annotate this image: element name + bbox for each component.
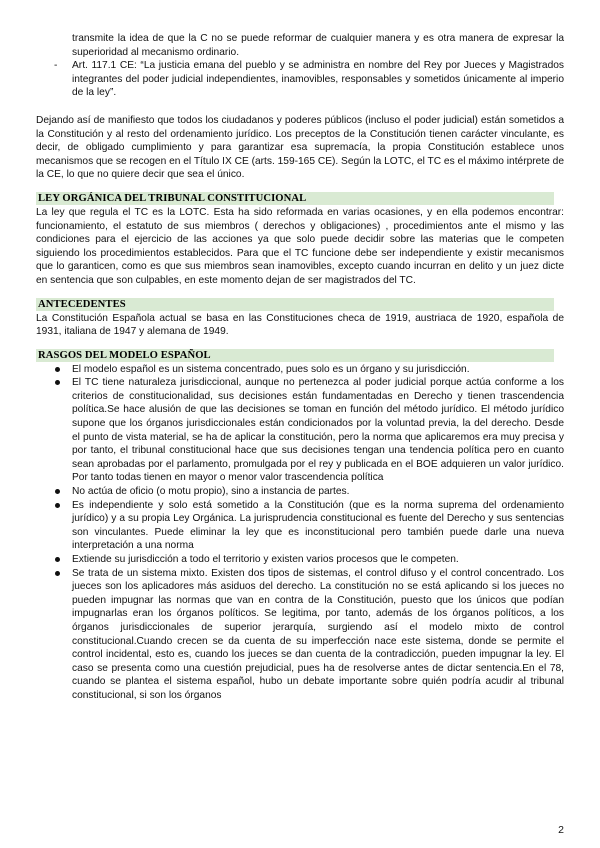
- rasgos-bullet-list: [36, 363, 564, 703]
- intro-paragraph: Dejando así de manifiesto que todos los ciudadanos y poderes públicos (incluso el poder judicial) están sometidos a la Constitución y al resto del ordenamiento jurídico. Los preceptos de la Constitución tienen carácter vinculante, es decir, de obligado cumplimiento y para garantizar esa supremacía, la propia Constitución establece unos mecanismos que se recogen en el Título IX CE (arts. 159-165 CE). Según la LOTC, el TC es el máximo intérprete de la CE, lo que no quiere decir que sea el único.: [36, 114, 564, 181]
- bullet-item: El TC tiene naturaleza jurisdiccional, aunque no pertenezca al poder judicial porque actúa conforme a los criterios de constitucionalidad, sus decisiones están fundamentadas en Derecho y tienen trascendencia política.Se hace alusión de que las decisiones se toman en función del método jurídico. El método jurídico supone que los órganos jurisdiccionales están condicionados por la voluntad previa, la del derecho. Desde el punto de vista material, se ha de aplicar la constitución, pero la norma que aplicaremos era muy precisa y por tanto, el tribunal constitucional hace que sus decisiones tengan una tendencia política pero en cuanto sean aprobadas por el parlamento, promulgada por el rey y publicada en el BOE adquieren un valor jurídico. Por tanto todas tienen en mayor o menor valor trascendencia política: [36, 376, 564, 485]
- bullet-item: El modelo español es un sistema concentrado, pues solo es un órgano y su jurisdicción.: [36, 363, 564, 377]
- section-paragraph-antecedentes: La Constitución Española actual se basa en las Constituciones checa de 1919, austriaca de 1920, española de 1931, italiana de 1947 y alemana de 1949.: [36, 312, 564, 338]
- bullet-item: Es independiente y solo está sometido a la Constitución (que es la norma suprema del ordenamiento jurídico) y a su propia Ley Orgánica. La jurisprudencia constitucional es fuente del Derecho y sus sentencias son vinculantes. Puede eliminar la ley que es inconstitucional pero también puede darle una nueva interpretación a una norma: [36, 499, 564, 553]
- section-heading-lotc: LEY ORGÁNICA DEL TRIBUNAL CONSTITUCIONAL: [36, 192, 554, 205]
- section-heading-rasgos: RASGOS DEL MODELO ESPAÑOL: [36, 349, 554, 362]
- dash-list: [36, 59, 564, 100]
- bullet-item: No actúa de oficio (o motu propio), sino a instancia de partes.: [36, 485, 564, 499]
- page-number: 2: [558, 824, 564, 836]
- page-content: [36, 32, 564, 703]
- section-heading-antecedentes: ANTECEDENTES: [36, 298, 554, 311]
- bullet-item: Extiende su jurisdicción a todo el territorio y existen varios procesos que le competen.: [36, 553, 564, 567]
- section-paragraph-lotc: La ley que regula el TC es la LOTC. Esta ha sido reformada en varias ocasiones, y en ella podemos encontrar: funcionamiento, el estatuto de sus miembros ( derechos y obligaciones) , procedimientos ante el mismo y las condiciones para el ejercicio de las acciones ya que solo puede decidir sobre las materias que le competen siguiendo los procedimientos establecidos. Para que el TC funcione debe ser independiente y existir mecanismos que lo garanticen, como es que sus miembros sean inamovibles, excepto cuando incurran en delito y un juez dicte en sentencia que son culpables, en este momento dejan de ser magistrados del TC.: [36, 206, 564, 286]
- dash-item: - Art. 117.1 CE: “La justicia emana del pueblo y se administra en nombre del Rey por Jueces y Magistrados integrantes del poder judicial independientes, inamovibles, responsables y sometidos únicamente al imperio de la ley”.: [36, 59, 564, 100]
- continuation-text: transmite la idea de que la C no se puede reformar de cualquier manera y es otra manera de expresar la superioridad al mecanismo ordinario.: [72, 33, 564, 58]
- bullet-item: Se trata de un sistema mixto. Existen dos tipos de sistemas, el control difuso y el control concentrado. Los jueces son los aplicadores más asiduos del derecho. La constitución no se está aplicando si los jueces no pueden impugnar las normas que van en contra de la Constitución, puesto que los únicos que podían impugnarlas eran los órganos políticos. Se legitima, por tanto, además de los órganos políticos, a los órganos jurisdiccionales de superior jerarquía, surgiendo así el modelo mixto de control constitucional.Cuando crecen se da cuenta de su imperfección nace este sistema, donde se permite el control incidental, esto es, cuando los jueces se dan cuenta de la contradicción, pueden impugnar la ley. El caso se presenta como una cuestión prejudicial, pues ha de resolverse antes de dictar sentencia.En el 78, cuando se plantea el sistema español, hubo un debate importante sobre quién podría acudir al tribunal constitucional, si son los órganos: [36, 567, 564, 703]
